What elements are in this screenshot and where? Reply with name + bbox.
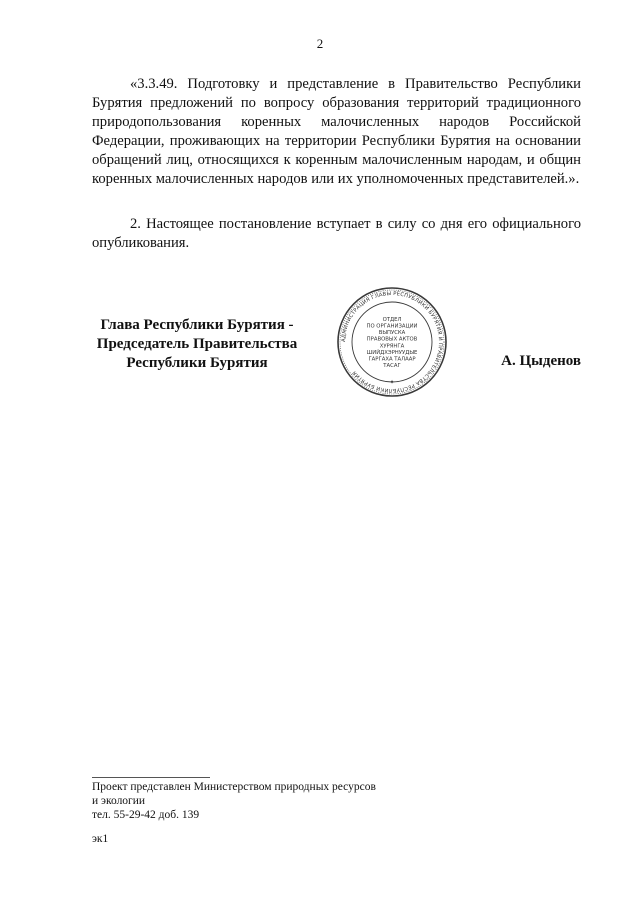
footnote-line-3: тел. 55-29-42 доб. 139 [92, 809, 200, 821]
footnote-divider [92, 777, 210, 778]
signatory-title-line-2: Председатель Правительства [96, 336, 298, 352]
signatory-title [88, 316, 306, 373]
page-number: 2 [316, 36, 324, 51]
official-seal-stamp [336, 286, 448, 398]
footnote-line-2: и экологии [92, 795, 146, 807]
seal-inner-line: ОТДЕЛ [382, 316, 402, 323]
seal-inner-line: ХУРЯНГА [379, 343, 405, 350]
seal-inner-line: ВЫПУСКА [378, 330, 406, 337]
seal-inner-line: ПРАВОВЫХ АКТОВ [366, 336, 418, 343]
signatory-title-line-3: Республики Бурятия [126, 355, 268, 371]
footnote [92, 780, 376, 822]
paragraph-amendment: «3.3.49. Подготовку и представление в Правительство Республики Бурятия предложений по вопросу образования территорий традиционного природопользования коренных малочисленных народов Российской Федерации, проживающих на территории Республики Бурятия на основании обращений лиц, относящихся к коренным малочисленным народам, и общин коренных малочисленных народов или их уполномоченных представителей.». [92, 76, 581, 187]
document-code: эк1 [92, 833, 109, 845]
seal-inner-line: ПО ОРГАНИЗАЦИИ [366, 323, 418, 330]
seal-inner-line: ШИЙДХЭРНУУДЫЕ [366, 349, 418, 356]
footnote-line-1: Проект представлен Министерством природных ресурсов [92, 781, 376, 793]
seal-star-icon: ✦ [389, 379, 395, 386]
signatory-name: А. Цыденов [501, 353, 581, 369]
seal-outer-text: АДМИНИСТРАЦИЯ ГЛАВЫ РЕСПУБЛИКИ БУРЯТИЯ И ПРАВИТЕЛЬСТВА РЕСПУБЛИКИ БУРЯТИЯ [340, 290, 444, 394]
seal-inner-line: ГАРГАХА ТАЛААР [368, 356, 416, 363]
signatory-title-line-1: Глава Республики Бурятия - [100, 317, 294, 333]
paragraph-effective-date: 2. Настоящее постановление вступает в силу со дня его официального опубликования. [92, 216, 581, 251]
seal-inner-line: ТАСАГ [383, 363, 401, 370]
